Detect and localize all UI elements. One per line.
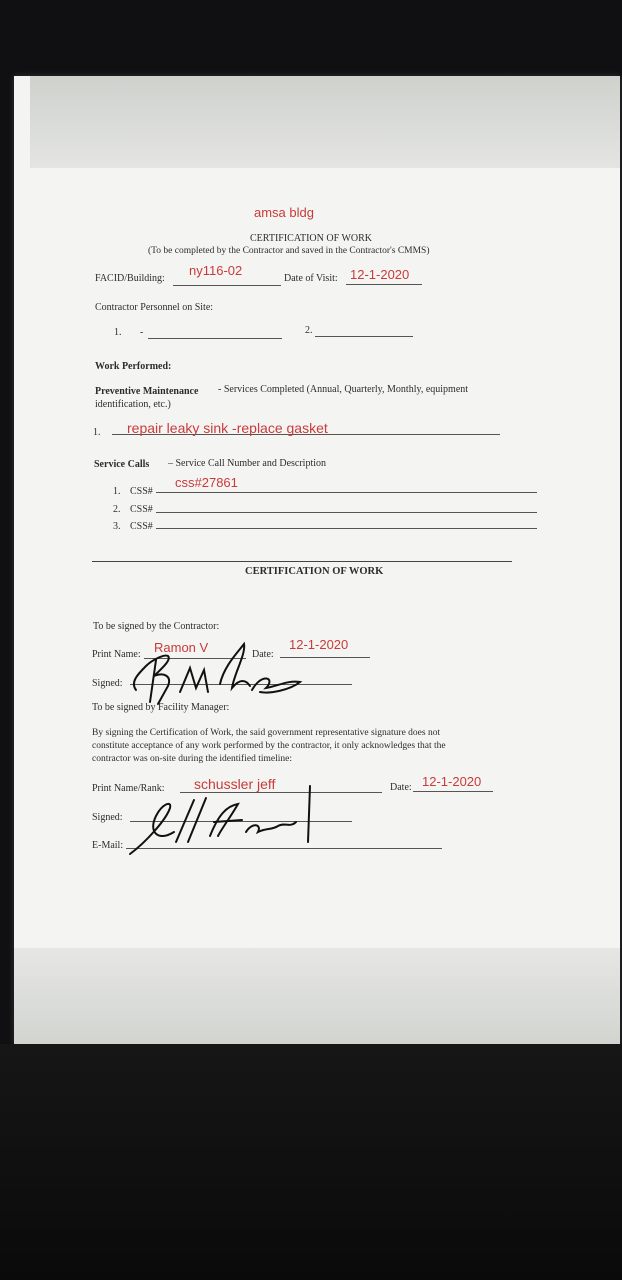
building-name-fill: amsa bldg <box>254 205 314 220</box>
disclaimer-line-3: contractor was on-site during the identified timeline: <box>92 754 292 764</box>
form-subtitle: (To be completed by the Contractor and saved in the Contractor's CMMS) <box>148 246 430 256</box>
email-label: E-Mail: <box>92 840 124 851</box>
pm-description: - Services Completed (Annual, Quarterly, Monthly, equipment <box>218 384 469 395</box>
personnel-1-dash: - <box>140 327 144 338</box>
manager-sign-label: To be signed by Facility Manager: <box>92 702 230 713</box>
facid-line <box>173 285 281 286</box>
contractor-signature-image <box>120 630 310 710</box>
css-2-line <box>156 512 537 513</box>
dark-surface <box>0 1044 622 1280</box>
disclaimer-line-1: By signing the Certification of Work, the said government representative signature does not <box>92 728 441 738</box>
print-name-rank-label: Print Name/Rank: <box>92 783 165 794</box>
css-3-line <box>156 528 537 529</box>
manager-signed-label: Signed: <box>92 812 123 823</box>
pm-item-num: 1. <box>93 427 101 438</box>
print-name-value: Ramon V <box>154 640 209 655</box>
facid-value: ny116-02 <box>189 263 243 278</box>
service-calls-label: Service Calls <box>94 459 150 470</box>
pm-item-value: repair leaky sink -replace gasket <box>127 420 328 436</box>
css-1-value: css#27861 <box>175 475 238 490</box>
contractor-date-value: 12-1-2020 <box>289 637 349 652</box>
visit-date-line <box>346 284 422 285</box>
personnel-1-line <box>148 338 282 339</box>
personnel-2-line <box>315 336 413 337</box>
form-title: CERTIFICATION OF WORK <box>250 233 372 244</box>
css-3-label: CSS# <box>130 521 153 532</box>
personnel-2-num: 2. <box>305 325 313 336</box>
personnel-1-num: 1. <box>114 327 122 338</box>
print-name-rank-value: schussler jeff <box>194 776 276 792</box>
disclaimer-line-2: constitute acceptance of any work performed by the contractor, it only acknowledges that the <box>92 741 446 751</box>
css-1-line <box>156 492 537 493</box>
personnel-label: Contractor Personnel on Site: <box>95 302 214 313</box>
manager-signature-image <box>118 776 328 864</box>
visit-date-label: Date of Visit: <box>284 273 338 284</box>
manager-date-value: 12-1-2020 <box>422 774 482 789</box>
contractor-signed-label: Signed: <box>92 678 123 689</box>
css-2-num: 2. <box>113 504 121 515</box>
work-performed-heading: Work Performed: <box>95 361 172 372</box>
visit-date-value: 12-1-2020 <box>350 267 410 282</box>
print-name-label: Print Name: <box>92 649 141 660</box>
manager-date-label: Date: <box>390 782 412 793</box>
bottom-shadow-band <box>14 948 620 1044</box>
contractor-sign-label: To be signed by the Contractor: <box>93 621 220 632</box>
css-2-label: CSS# <box>130 504 153 515</box>
tablet-screen <box>14 76 620 1044</box>
css-3-num: 3. <box>113 521 121 532</box>
css-1-label: CSS# <box>130 486 153 497</box>
certification-heading: CERTIFICATION OF WORK <box>245 566 384 577</box>
manager-date-line <box>413 791 493 792</box>
facid-label: FACID/Building: <box>95 273 165 284</box>
service-calls-description: – Service Call Number and Description <box>168 458 327 469</box>
contractor-date-label: Date: <box>252 649 274 660</box>
css-1-num: 1. <box>113 486 121 497</box>
pm-label: Preventive Maintenance <box>95 386 199 397</box>
pm-description-2: identification, etc.) <box>95 399 171 410</box>
section-divider <box>92 561 512 562</box>
top-shadow-band <box>30 76 620 168</box>
